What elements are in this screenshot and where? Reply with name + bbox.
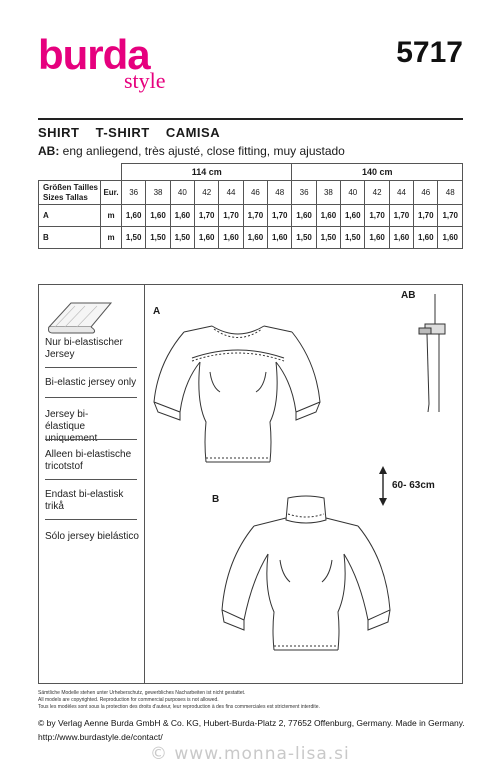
copyright-note-de: Sämtliche Modelle stehen unter Urheberschutz, gewerbliches Nacharbeiten ist nicht gestattet. [38,690,246,696]
length-arrow-icon [376,464,390,508]
watermark: © www.monna-lisa.si [150,744,350,764]
yardage-cell: 1,60 [341,205,365,227]
yardage-cell: 1,60 [146,205,170,227]
fabric-note-sv: Endast bi-elastisk trikå [45,489,124,512]
fabric-width-row [39,164,463,181]
size-cell: 40 [341,181,365,205]
size-cell: 44 [219,181,243,205]
yardage-cell: 1,70 [219,205,243,227]
view-label-b: B [212,494,220,505]
yardage-cell: 1,60 [414,227,438,249]
size-cell: 38 [146,181,170,205]
yardage-cell: 1,60 [365,227,389,249]
size-cell: 36 [292,181,316,205]
twin-needle-icon [405,284,463,424]
size-cell: 42 [365,181,389,205]
fabric-note-es: Sólo jersey bielástico [45,531,139,542]
yardage-cell: 1,50 [146,227,170,249]
yardage-cell: 1,50 [341,227,365,249]
yardage-cell: 1,60 [292,205,316,227]
copyright-note-fr: Tous les modèles sont sous la protection des droits d'auteur, leur reproduction à des fins commerciales est strictement interdite. [38,704,320,710]
view-a-drawing [150,312,325,477]
brand-name: burda [38,31,150,78]
yardage-cell: 1,60 [389,227,413,249]
fit-text: eng anliegend, très ajusté, close fitting, muy ajustado [62,144,345,158]
yardage-cell: 1,60 [438,227,463,249]
view-label-a: A [153,306,161,317]
row-label: A [39,205,101,227]
size-cell: 46 [243,181,267,205]
title-word: T-SHIRT [95,125,150,140]
yardage-cell: 1,70 [438,205,463,227]
yardage-cell: 1,50 [316,227,340,249]
yardage-cell: 1,60 [195,227,219,249]
contact-url[interactable]: http://www.burdastyle.de/contact/ [38,732,163,742]
yardage-cell: 1,70 [195,205,219,227]
yardage-cell: 1,60 [170,205,194,227]
size-cell: 46 [414,181,438,205]
yardage-cell: 1,70 [414,205,438,227]
row-unit: m [101,205,122,227]
title-word: CAMISA [165,125,221,140]
divider [45,439,137,440]
size-cell: 38 [316,181,340,205]
sizes-label: Größen Tailles Sizes Tallas [39,181,101,205]
yardage-cell: 1,60 [243,227,267,249]
eur-label: Eur. [101,181,122,205]
divider [45,397,137,398]
fit-code: AB: [38,144,60,158]
yardage-cell: 1,60 [268,227,292,249]
fabric-note-nl: Alleen bi-elastische tricotstof [45,449,132,472]
size-cell: 42 [195,181,219,205]
size-cell: 36 [122,181,146,205]
row-label: B [39,227,101,249]
yardage-cell: 1,60 [122,205,146,227]
fabric-note-en: Bi-elastic jersey only [45,377,137,388]
divider [45,367,137,368]
yardage-cell: 1,50 [122,227,146,249]
publisher-copyright: © by Verlag Aenne Burda GmbH & Co. KG, Hubert-Burda-Platz 2, 77652 Offenburg, Germany. Made in Germany. [38,718,465,728]
yardage-cell: 1,70 [365,205,389,227]
divider [45,479,137,480]
title-word: SHIRT [38,125,80,140]
size-cell: 40 [170,181,194,205]
fabric-roll-icon [45,297,115,337]
brand-sub: style [124,68,166,93]
yardage-cell: 1,70 [243,205,267,227]
yardage-cell: 1,60 [219,227,243,249]
view-b-drawing [218,490,398,660]
fabric-note-fr: Jersey bi-élastique [45,409,89,432]
sizes-row [39,181,463,205]
garment-title [38,125,232,140]
garment-length: 60- 63cm [392,480,435,491]
fabric-width-140: 140 cm [292,164,463,181]
yardage-cell: 1,70 [389,205,413,227]
yardage-table [38,163,463,249]
yardage-cell: 1,50 [292,227,316,249]
yardage-cell: 1,50 [170,227,194,249]
fit-description [38,144,345,158]
view-b-row [39,227,463,249]
size-cell: 48 [268,181,292,205]
yardage-cell: 1,60 [316,205,340,227]
pattern-number: 5717 [396,36,463,69]
brand-logo [38,31,178,100]
view-label-ab: AB [401,290,416,301]
title-divider [38,118,463,120]
row-unit: m [101,227,122,249]
divider [45,519,137,520]
fabric-note-de: Nur bi-elastischer Jersey [45,337,123,360]
fabric-panel [38,284,145,684]
size-cell: 48 [438,181,463,205]
copyright-note-en: All models are copyrighted. Reproduction for commercial purposes is not allowed. [38,697,219,703]
size-cell: 44 [389,181,413,205]
fabric-width-114: 114 cm [122,164,292,181]
yardage-cell: 1,70 [268,205,292,227]
view-a-row [39,205,463,227]
